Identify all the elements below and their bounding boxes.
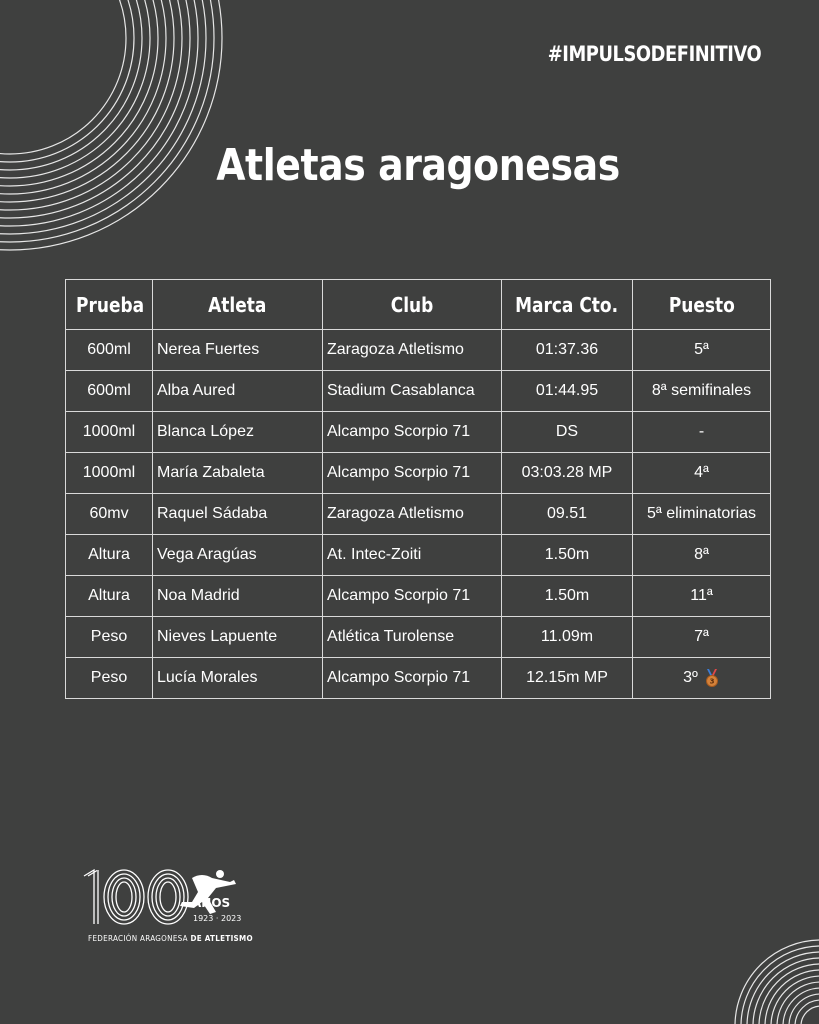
cell-atleta: María Zabaleta	[153, 453, 323, 494]
cell-atleta: Nerea Fuertes	[153, 330, 323, 371]
cell-club: Alcampo Scorpio 71	[323, 453, 502, 494]
cell-prueba: 1000ml	[66, 453, 153, 494]
svg-text:3: 3	[709, 677, 715, 686]
table-row	[66, 576, 771, 617]
cell-marca: 03:03.28 MP	[502, 453, 633, 494]
table-row	[66, 658, 771, 699]
header-prueba: Prueba	[66, 280, 153, 330]
cell-prueba: Peso	[66, 617, 153, 658]
decorative-arcs-top-left	[0, 0, 230, 260]
cell-atleta: Nieves Lapuente	[153, 617, 323, 658]
cell-puesto: 5ª eliminatorias	[633, 494, 771, 535]
cell-prueba: Altura	[66, 576, 153, 617]
table-row	[66, 494, 771, 535]
header-puesto: Puesto	[633, 280, 771, 330]
cell-puesto: 5ª	[633, 330, 771, 371]
logo-years-label: 1923 · 2023	[193, 914, 242, 923]
cell-puesto: 3º 3	[633, 658, 771, 699]
page-title: Atletas aragonesas	[216, 140, 620, 191]
cell-marca: 11.09m	[502, 617, 633, 658]
table-row	[66, 412, 771, 453]
cell-puesto: 11ª	[633, 576, 771, 617]
cell-prueba: 1000ml	[66, 412, 153, 453]
hashtag-label: #IMPULSODEFINITIVO	[547, 42, 761, 66]
cell-puesto: 8ª	[633, 535, 771, 576]
table-row	[66, 330, 771, 371]
decorative-arcs-bottom-right	[729, 934, 819, 1024]
cell-club: Stadium Casablanca	[323, 371, 502, 412]
cell-marca: DS	[502, 412, 633, 453]
cell-atleta: Alba Aured	[153, 371, 323, 412]
cell-puesto: 7ª	[633, 617, 771, 658]
cell-prueba: 600ml	[66, 371, 153, 412]
cell-puesto: 8ª semifinales	[633, 371, 771, 412]
cell-atleta: Vega Aragúas	[153, 535, 323, 576]
logo-anos-label: AÑOS	[192, 896, 231, 910]
cell-club: Zaragoza Atletismo	[323, 330, 502, 371]
cell-marca: 01:37.36	[502, 330, 633, 371]
cell-marca: 01:44.95	[502, 371, 633, 412]
table-row	[66, 371, 771, 412]
cell-club: At. Intec-Zoiti	[323, 535, 502, 576]
bronze-medal-icon	[704, 669, 720, 687]
cell-marca: 1.50m	[502, 576, 633, 617]
cell-prueba: 60mv	[66, 494, 153, 535]
cell-marca: 09.51	[502, 494, 633, 535]
cell-marca: 12.15m MP	[502, 658, 633, 699]
cell-prueba: 600ml	[66, 330, 153, 371]
header-club: Club	[323, 280, 502, 330]
cell-club: Alcampo Scorpio 71	[323, 658, 502, 699]
cell-marca: 1.50m	[502, 535, 633, 576]
cell-club: Alcampo Scorpio 71	[323, 412, 502, 453]
cell-atleta: Lucía Morales	[153, 658, 323, 699]
cell-club: Atlética Turolense	[323, 617, 502, 658]
cell-prueba: Altura	[66, 535, 153, 576]
logo-organization-label: FEDERACIÓN ARAGONESA DE ATLETISMO	[88, 934, 253, 943]
cell-atleta: Blanca López	[153, 412, 323, 453]
table-header-row	[66, 280, 771, 330]
cell-prueba: Peso	[66, 658, 153, 699]
cell-puesto: -	[633, 412, 771, 453]
cell-club: Alcampo Scorpio 71	[323, 576, 502, 617]
cell-club: Zaragoza Atletismo	[323, 494, 502, 535]
table-row	[66, 453, 771, 494]
results-table	[65, 279, 771, 699]
cell-atleta: Raquel Sádaba	[153, 494, 323, 535]
header-marca: Marca Cto.	[502, 280, 633, 330]
header-atleta: Atleta	[153, 280, 323, 330]
cell-puesto: 4ª	[633, 453, 771, 494]
table-row	[66, 535, 771, 576]
cell-atleta: Noa Madrid	[153, 576, 323, 617]
table-row	[66, 617, 771, 658]
